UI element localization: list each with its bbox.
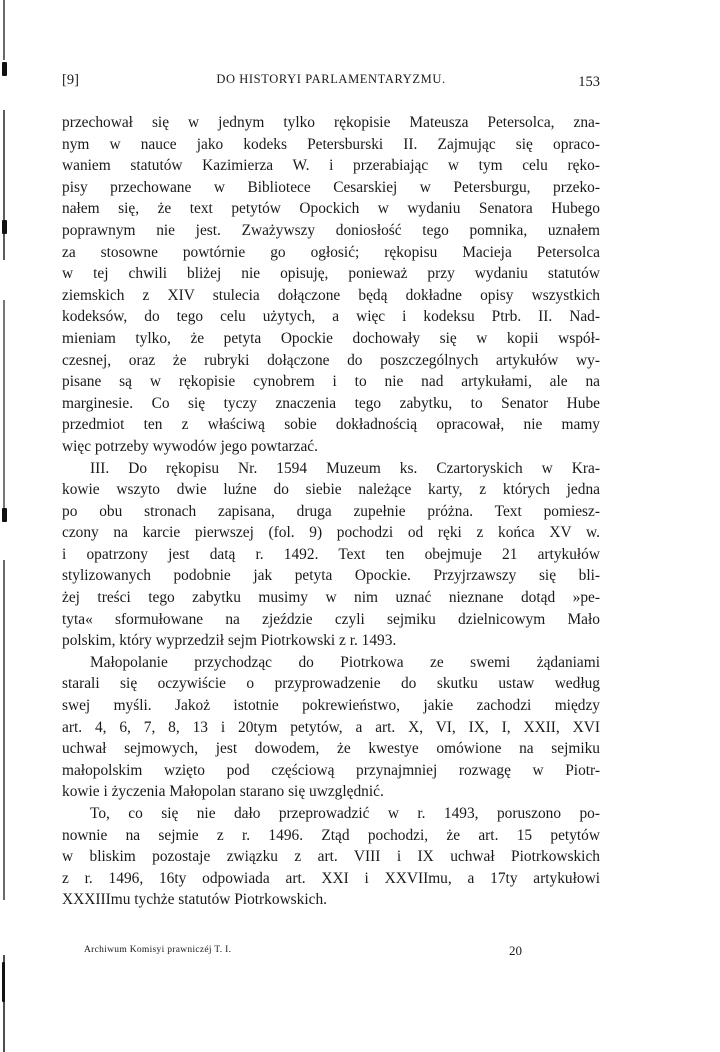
page-header [62, 72, 600, 92]
text-line: Małopolanie przychodząc do Piotrkowa ze swemi żądaniami [90, 653, 600, 671]
binding-edge-mark [2, 62, 7, 76]
sheet-number: 20 [509, 943, 522, 958]
text-line: czesnej, oraz że rubryki dołączone do poszczególnych artykułów wy- [62, 351, 600, 369]
text-line: w bliskim pozostaje związku z art. VIII i IX uchwał Piotrkowskich [62, 848, 600, 866]
text-line: po obu stronach zapisana, druga zupełnie próżna. Text pomiesz- [62, 502, 600, 520]
text-line: kowie i życzenia Małopolan starano się uwzględnić. [62, 783, 384, 801]
text-line: XXXIIImu tychże statutów Piotrkowskich. [62, 891, 328, 909]
paragraph [62, 112, 600, 458]
text-line: polskim, który wyprzedził sejm Piotrkowski z r. 1493. [62, 632, 397, 650]
text-line: pisy przechowane w Bibliotece Cesarskiej w Petersburgu, przeko- [62, 178, 600, 196]
text-line: przedmiot ten z właściwą sobie dokładnością opracował, nie mamy [62, 416, 600, 434]
text-line: mieniam tylko, że petyta Opockie dochowały się w kopii współ- [62, 329, 600, 347]
paragraph [62, 652, 600, 803]
paragraph [62, 803, 600, 911]
text-line: poprawnym nie jest. Zważywszy doniosłość tego pomnika, uznałem [62, 221, 600, 239]
printers-signature: Archiwum Komisyi prawniczéj T. I. [84, 945, 232, 955]
page-label-left: [9] [62, 72, 79, 88]
text-line: za stosowne powtórnie go ogłosić; rękopisu Macieja Petersolca [62, 243, 600, 261]
text-line: małopolskim wzięto pod częściową przynajmniej rozwagę w Piotr- [62, 761, 600, 779]
text-line: z r. 1496, 16ty odpowiada art. XXI i XXVIImu, a 17ty artykułowi [62, 869, 600, 887]
text-line: nym w nauce jako kodeks Petersburski II. Zajmując się opraco- [62, 135, 600, 153]
running-title: DO HISTORYI PARLAMENTARYZMU. [216, 72, 446, 86]
text-line: pisane są w rękopisie cynobrem i to nie nad artykułami, ale na [62, 373, 600, 391]
body-text [62, 112, 600, 911]
page-footer [84, 943, 544, 961]
text-line: III. Do rękopisu Nr. 1594 Muzeum ks. Czartoryskich w Kra- [90, 459, 600, 477]
text-line: waniem statutów Kazimierza W. i przerabiając w tym celu ręko- [62, 157, 600, 175]
text-line: nownie na sejmie z r. 1496. Ztąd pochodzi, że art. 15 petytów [62, 826, 600, 844]
text-line: stylizowanych podobnie jak petyta Opockie. Przyjrzawszy się bli- [62, 567, 600, 585]
text-line: uchwał sejmowych, jest dowodem, że kwestye omówione na sejmiku [62, 740, 600, 758]
binding-edge-mark [2, 508, 7, 522]
text-line: ziemskich z XIV stulecia dołączone będą dokładne opisy wszystkich [62, 286, 600, 304]
text-line: i opatrzony jest datą r. 1492. Text ten obejmuje 21 artykułów [62, 545, 600, 563]
binding-edge-mark [2, 962, 5, 1002]
text-line: starali się oczywiście o przyprowadzenie do skutku ustaw według [62, 675, 600, 693]
text-line: swej myśli. Jakoż istotnie pokrewieństwo, jakie zachodzi między [62, 697, 600, 715]
text-line: więc potrzeby wywodów jego powtarzać. [62, 437, 318, 455]
page-number: 153 [578, 74, 600, 90]
text-line: art. 4, 6, 7, 8, 13 i 20tym petytów, a art. X, VI, IX, I, XXII, XVI [62, 718, 600, 736]
paragraph [62, 458, 600, 652]
text-line: przechował się w jednym tylko rękopisie Mateusza Petersolca, zna- [62, 114, 600, 131]
binding-edge-mark [2, 220, 7, 234]
text-line: kowie wszyto dwie luźne do siebie należące karty, z których jedna [62, 481, 600, 499]
text-line: marginesie. Co się tyczy znaczenia tego zabytku, to Senator Hube [62, 394, 600, 412]
binding-edge-shadow [3, 0, 5, 1052]
text-line: w tej chwili bliżej nie opisuję, ponieważ przy wydaniu statutów [62, 265, 600, 283]
text-line: kodeksów, do tego celu użytych, a więc i kodeksu Ptrb. II. Nad- [62, 308, 600, 326]
text-line: żej treści tego zabytku musimy w nim uznać nieznane dotąd »pe- [62, 589, 600, 607]
text-line: tyta« sformułowane na zjeździe czyli sejmiku dzielnicowym Mało [62, 610, 600, 628]
text-line: czony na karcie pierwszej (fol. 9) pochodzi od ręki z końca XV w. [62, 524, 600, 542]
text-line: To, co się nie dało przeprowadzić w r. 1493, poruszono po- [90, 805, 600, 822]
text-line: nałem się, że text petytów Opockich w wydaniu Senatora Hubego [62, 200, 600, 218]
